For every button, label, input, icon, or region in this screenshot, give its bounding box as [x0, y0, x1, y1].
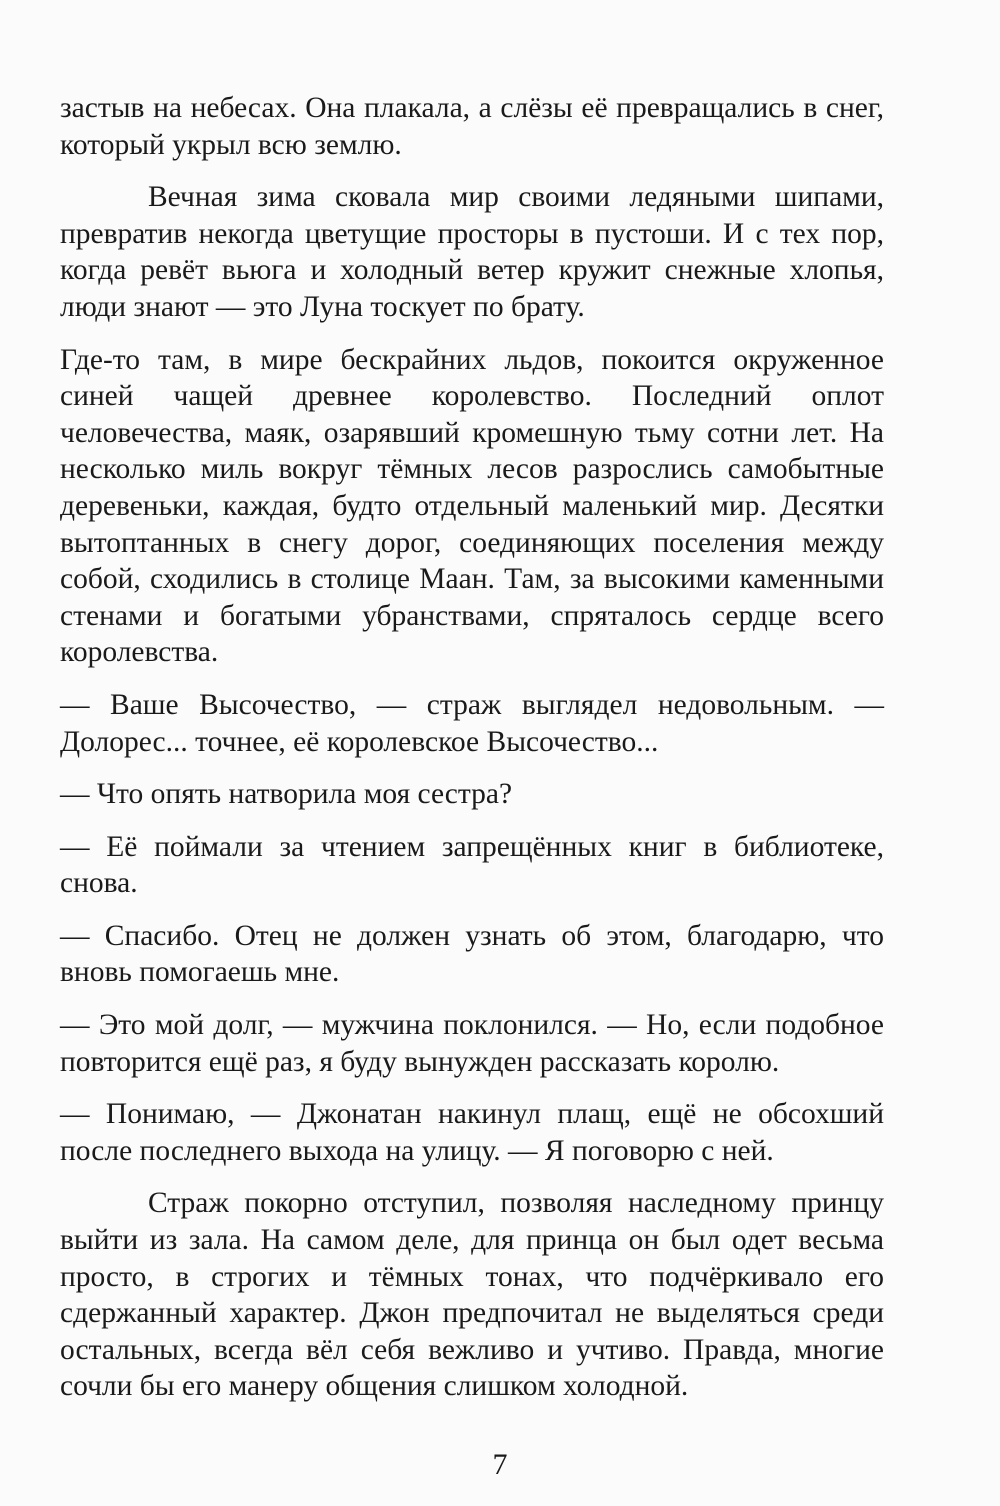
page-body — [60, 90, 884, 1421]
dialogue-line-2: — Что опять натворила моя сестра? — [60, 778, 513, 811]
paragraph-3: Где-то там, в мире бескрайних льдов, покоится окруженное синей чащей древнее королевство. Последний оплот человечества, маяк, озарявший кромешную тьму сотни лет. На несколько миль вокруг тёмных лесов разрослись самобытные деревеньки, каждая, будто отдельный маленький мир. Десятки вытоптанных в снегу дорог, соединяющих поселения между собой, сходились в столице Маан. Там, за высокими каменными стенами и богатыми убранствами, спряталось сердце всего королевства. — [60, 343, 884, 669]
paragraph-final: Страж покорно отступил, позволяя наследному принцу выйти из зала. На самом деле, для принца он был одет весьма просто, в строгих и тёмных тонах, что подчёркивало его сдержанный характер. Джон предпочитал не выделяться среди остальных, всегда вёл себя вежливо и учтиво. Правда, многие сочли бы его манеру общения слишком холодной. — [60, 1187, 884, 1403]
paragraph-2: Вечная зима сковала мир своими ледяными шипами, превратив некогда цветущие просторы в пустоши. И с тех пор, когда ревёт вьюга и холодный ветер кружит снежные хлопья, люди знают — это Луна тоскует по брату. — [60, 181, 884, 323]
paragraph-1: застыв на небесах. Она плакала, а слёзы её превращались в снег, который укрыл всю землю. — [60, 92, 884, 161]
dialogue-line-1: — Ваше Высочество, — страж выглядел недовольным. — Долорес... точнее, её королевское Высочество... — [60, 688, 884, 758]
dialogue-line-3: — Её поймали за чтением запрещённых книг в библиотеке, снова. — [60, 830, 884, 900]
dialogue-line-4: — Спасибо. Отец не должен узнать об этом, благодарю, что вновь помогаешь мне. — [60, 919, 884, 989]
page-number: 7 — [492, 1448, 508, 1481]
dialogue-line-5: — Это мой долг, — мужчина поклонился. — Но, если подобное повторится ещё раз, я буду вынужден рассказать королю. — [60, 1009, 884, 1078]
dialogue-line-6: — Понимаю, — Джонатан накинул плащ, ещё не обсохший после последнего выхода на улицу. — Я поговорю с ней. — [60, 1098, 884, 1167]
